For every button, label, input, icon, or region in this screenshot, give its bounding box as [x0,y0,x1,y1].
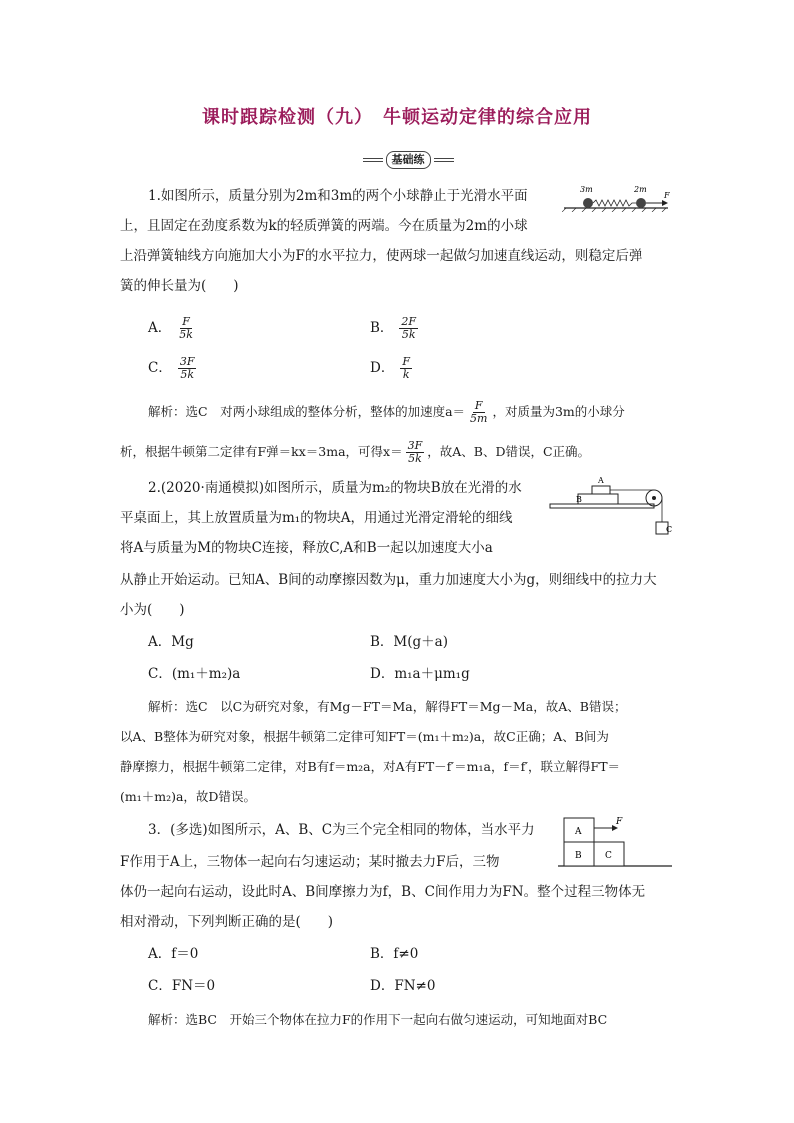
option-label: A． [148,320,172,336]
q2-option-c: C．(m₁＋m₂)a [148,666,241,682]
label-C: C [666,525,672,534]
label-F: F [664,191,670,200]
q1-solution-line-1 [148,400,625,425]
fraction-denominator: 5m [470,412,488,425]
badge-rule-left [363,158,383,162]
q2-option-a: A．Mg [148,634,194,650]
block-A [592,486,610,494]
label-A: A [575,827,582,837]
block-B [578,494,618,504]
option-fraction [177,316,195,341]
q1-solution-line-2 [120,440,590,465]
q2-solution-line-2: 以A、B整体为研究对象，根据牛顿第二定律可知FT＝(m₁＋m₂)a，故C正确；A、B间为 [120,729,609,744]
q2-line-2: 平桌面上，其上放置质量为m₁的物块A，用通过光滑定滑轮的细线 [120,510,513,526]
section-badge [354,150,462,170]
q1-spring-figure [562,182,674,212]
solution-fraction [468,400,489,425]
q3-line-2: F作用于A上，三物体一起向右匀速运动；某时撤去力F后，三物 [120,854,500,870]
option-fraction [399,316,418,341]
fraction-denominator: k [402,368,410,381]
fraction-denominator: 5k [179,328,193,341]
ball-3m [583,198,593,208]
q2-solution-line-1: 解析：选C 以C为研究对象，有Mg－FT＝Ma，解得FT＝Mg－Ma，故A、B错误； [148,699,627,714]
q3-line-1: 3．(多选)如图所示，A、B、C为三个完全相同的物体，当水平力 [148,822,535,838]
option-label: C． [148,360,172,376]
solution-fraction [406,440,425,465]
table-top [550,504,654,508]
label-A: A [598,476,604,485]
label-B: B [576,495,582,504]
label-C: C [605,851,612,861]
q3-option-d: D．FN≠0 [370,978,436,994]
solution-text: 解析：选C 对两小球组成的整体分析，整体的加速度a＝ [148,404,466,419]
fraction-denominator: 5k [408,452,422,465]
q2-pulley-figure [548,472,672,540]
q3-blocks-figure [556,814,676,870]
q2-line-3: 将A与质量为M的物块C连接，释放C,A和B一起以加速度大小a [120,540,493,556]
q2-solution-line-3: 静摩擦力，根据牛顿第二定律，对B有f＝m₂a，对A有FT－f′＝m₁a，f＝f′，联立解得FT＝ [120,759,621,774]
fraction-numerator: 3F [407,439,423,452]
q2-option-b: B．M(g＋a) [370,634,448,650]
q1-option-c [148,356,196,381]
option-label: B． [370,320,394,336]
option-label: D． [370,360,395,376]
q3-option-c: C．FN＝0 [148,978,216,994]
fraction-numerator: F [182,315,190,328]
label-2m: 2m [634,185,647,194]
q1-option-d [370,356,412,381]
q2-line-1: 2.(2020·南通模拟)如图所示，质量为m₂的物块B放在光滑的水 [148,480,522,496]
solution-text: ，对质量为3m的小球分 [492,404,625,419]
q3-option-b: B．f≠0 [370,946,419,962]
q3-option-a: A．f＝0 [148,946,199,962]
fraction-denominator: 5k [401,328,416,341]
q1-option-a [148,316,195,341]
solution-text: ，故A、B、D错误，C正确。 [427,444,591,459]
q3-line-3: 体仍一起向右运动，设此时A、B间摩擦力为f，B、C间作用力为FN。整个过程三物体无 [120,884,646,900]
section-badge-label: 基础练 [386,151,431,169]
q2-line-4: 从静止开始运动。已知A、B间的动摩擦因数为μ，重力加速度大小为g，则细线中的拉力大 [120,572,657,588]
fraction-numerator: F [402,355,410,368]
label-3m: 3m [580,185,593,194]
ball-2m [636,198,646,208]
q1-line-3: 上沿弹簧轴线方向施加大小为F的水平拉力，使两球一起做匀加速直线运动，则稳定后弹 [120,248,643,264]
fraction-numerator: F [474,399,483,412]
fraction-numerator: 2F [401,315,417,328]
label-B: B [575,851,582,861]
q2-line-5: 小为( ) [120,602,185,618]
spring [593,200,636,206]
q1-option-b [370,316,418,341]
page-title: 课时跟踪检测（九） 牛顿运动定律的综合应用 [202,107,592,128]
q2-option-d: D．m₁a＋μm₁g [370,666,470,682]
q1-line-2: 上，且固定在劲度系数为k的轻质弹簧的两端。今在质量为2m的小球 [120,218,528,234]
label-F: F [616,817,623,827]
fraction-denominator: 5k [180,368,194,381]
badge-rule-right [434,158,454,162]
solution-text: 析，根据牛顿第二定律有F弹＝kx＝3ma，可得x＝ [120,444,403,459]
q2-solution-line-4: (m₁＋m₂)a，故D错误。 [120,789,256,804]
q3-solution-line-1: 解析：选BC 开始三个物体在拉力F的作用下一起向右做匀速运动，可知地面对BC [148,1012,608,1027]
q1-line-4: 簧的伸长量为( ) [120,278,239,294]
q3-line-4: 相对滑动，下列判断正确的是( ) [120,914,334,930]
option-fraction [400,356,412,381]
option-fraction [178,356,197,381]
fraction-numerator: 3F [179,355,195,368]
q1-line-1: 1.如图所示，质量分别为2m和3m的两个小球静止于光滑水平面 [148,188,528,204]
